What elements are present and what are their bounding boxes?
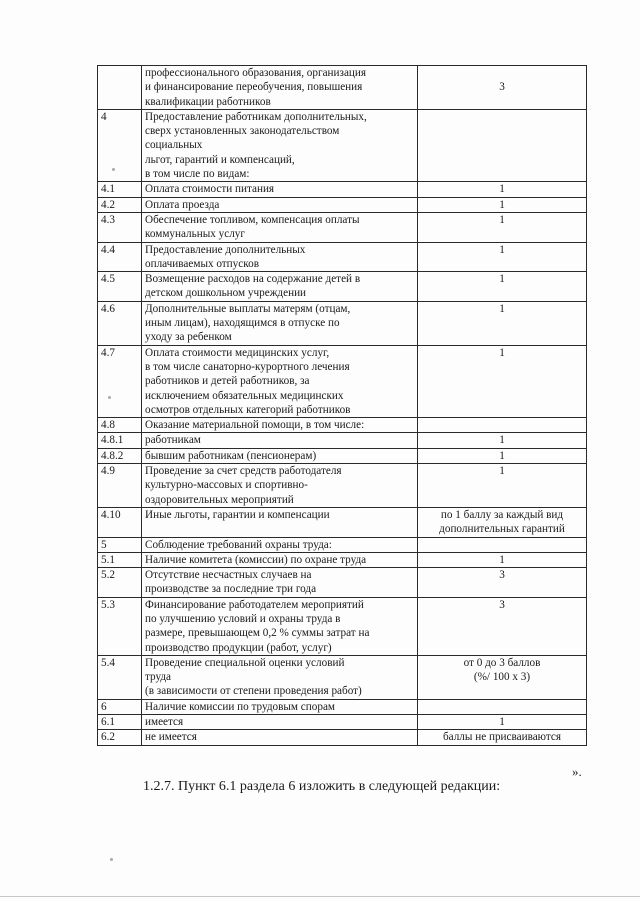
row-number-cell	[98, 66, 142, 110]
row-description-cell: Проведение за счет средств работодателя культурно-массовых и спортивно- оздоровительных мероприятий	[142, 464, 418, 508]
row-description-cell: Возмещение расходов на содержание детей в детском дошкольном учреждении	[142, 272, 418, 302]
row-number-cell: 4.1	[98, 182, 142, 197]
row-description-cell: Предоставление работникам дополнительных, сверх установленных законодательством социальных льгот, гарантий и компенсаций, в том числе по видам:	[142, 109, 418, 181]
row-description-cell: Иные льготы, гарантии и компенсации	[142, 507, 418, 537]
row-number-cell: 4.7	[98, 345, 142, 417]
row-description-cell: Наличие комиссии по трудовым спорам	[142, 699, 418, 714]
table-row	[98, 433, 587, 448]
table-row	[98, 182, 587, 197]
row-number-cell: 4.2	[98, 197, 142, 212]
row-points-cell: 1	[418, 464, 587, 508]
table-row	[98, 699, 587, 714]
row-number-cell: 4	[98, 109, 142, 181]
row-number-cell: 5	[98, 537, 142, 552]
row-points-cell: 3	[418, 66, 587, 110]
row-description-cell: Оплата стоимости медицинских услуг, в том числе санаторно-курортного лечения работников и детей работников, за исключением обязательных медицинских осмотров отдельных категорий работников	[142, 345, 418, 417]
scan-edge-line	[0, 896, 640, 897]
row-points-cell: 1	[418, 197, 587, 212]
row-points-cell: 1	[418, 242, 587, 272]
table-row	[98, 418, 587, 433]
row-number-cell: 5.1	[98, 552, 142, 567]
row-points-cell: от 0 до 3 баллов (%/ 100 х 3)	[418, 655, 587, 699]
table-row	[98, 301, 587, 345]
row-description-cell: Обеспечение топливом, компенсация оплаты коммунальных услуг	[142, 212, 418, 242]
table-row	[98, 66, 587, 110]
table-row	[98, 507, 587, 537]
row-number-cell: 4.9	[98, 464, 142, 508]
row-points-cell: 3	[418, 568, 587, 598]
row-number-cell: 4.4	[98, 242, 142, 272]
row-points-cell: 3	[418, 597, 587, 655]
row-points-cell: 1	[418, 301, 587, 345]
table-row	[98, 212, 587, 242]
row-description-cell: не имеется	[142, 730, 418, 745]
row-description-cell: Проведение специальной оценки условий труда (в зависимости от степени проведения работ)	[142, 655, 418, 699]
row-points-cell	[418, 418, 587, 433]
row-description-cell: Оплата стоимости питания	[142, 182, 418, 197]
table-row	[98, 730, 587, 745]
row-points-cell: 1	[418, 552, 587, 567]
row-points-cell: 1	[418, 182, 587, 197]
table-row	[98, 109, 587, 181]
row-number-cell: 6.1	[98, 715, 142, 730]
row-description-cell: Финансирование работодателем мероприятий по улучшению условий и охраны труда в размере, превышающем 0,2 % суммы затрат на производство продукции (работ, услуг)	[142, 597, 418, 655]
row-points-cell	[418, 699, 587, 714]
row-number-cell: 4.5	[98, 272, 142, 302]
row-description-cell: Оказание материальной помощи, в том числе:	[142, 418, 418, 433]
scan-speck	[108, 396, 111, 399]
row-points-cell: 1	[418, 345, 587, 417]
row-number-cell: 5.4	[98, 655, 142, 699]
table-row	[98, 448, 587, 463]
row-points-cell: 1	[418, 212, 587, 242]
row-description-cell: работникам	[142, 433, 418, 448]
row-description-cell: бывшим работникам (пенсионерам)	[142, 448, 418, 463]
row-points-cell: 1	[418, 272, 587, 302]
row-points-cell: по 1 баллу за каждый вид дополнительных гарантий	[418, 507, 587, 537]
row-number-cell: 4.8.2	[98, 448, 142, 463]
table-row	[98, 597, 587, 655]
row-description-cell: Дополнительные выплаты матерям (отцам, иным лицам), находящимся в отпуске по уходу за ребенком	[142, 301, 418, 345]
row-number-cell: 4.6	[98, 301, 142, 345]
table-row	[98, 568, 587, 598]
amendment-paragraph: 1.2.7. Пункт 6.1 раздела 6 изложить в следующей редакции:	[143, 779, 501, 794]
criteria-table-body	[98, 66, 587, 746]
row-points-cell: баллы не присваиваются	[418, 730, 587, 745]
criteria-table	[97, 65, 587, 746]
table-row	[98, 242, 587, 272]
row-number-cell: 4.3	[98, 212, 142, 242]
row-number-cell: 4.8	[98, 418, 142, 433]
table-row	[98, 345, 587, 417]
row-points-cell	[418, 537, 587, 552]
row-description-cell: профессионального образования, организация и финансирование переобучения, повышения квалификации работников	[142, 66, 418, 110]
row-number-cell: 5.3	[98, 597, 142, 655]
scan-speck	[112, 168, 115, 171]
row-description-cell: Оплата проезда	[142, 197, 418, 212]
row-description-cell: Соблюдение требований охраны труда:	[142, 537, 418, 552]
table-row	[98, 655, 587, 699]
row-number-cell: 5.2	[98, 568, 142, 598]
row-number-cell: 6	[98, 699, 142, 714]
table-row	[98, 197, 587, 212]
row-points-cell: 1	[418, 448, 587, 463]
row-description-cell: Наличие комитета (комиссии) по охране труда	[142, 552, 418, 567]
row-points-cell	[418, 109, 587, 181]
row-description-cell: имеется	[142, 715, 418, 730]
table-row	[98, 715, 587, 730]
table-row	[98, 272, 587, 302]
table-row	[98, 537, 587, 552]
row-description-cell: Отсутствие несчастных случаев на производстве за последние три года	[142, 568, 418, 598]
closing-quote: ».	[572, 764, 582, 779]
row-number-cell: 6.2	[98, 730, 142, 745]
scan-speck	[110, 858, 113, 861]
table-row	[98, 464, 587, 508]
row-number-cell: 4.10	[98, 507, 142, 537]
row-description-cell: Предоставление дополнительных оплачиваемых отпусков	[142, 242, 418, 272]
row-number-cell: 4.8.1	[98, 433, 142, 448]
row-points-cell: 1	[418, 433, 587, 448]
table-row	[98, 552, 587, 567]
row-points-cell: 1	[418, 715, 587, 730]
